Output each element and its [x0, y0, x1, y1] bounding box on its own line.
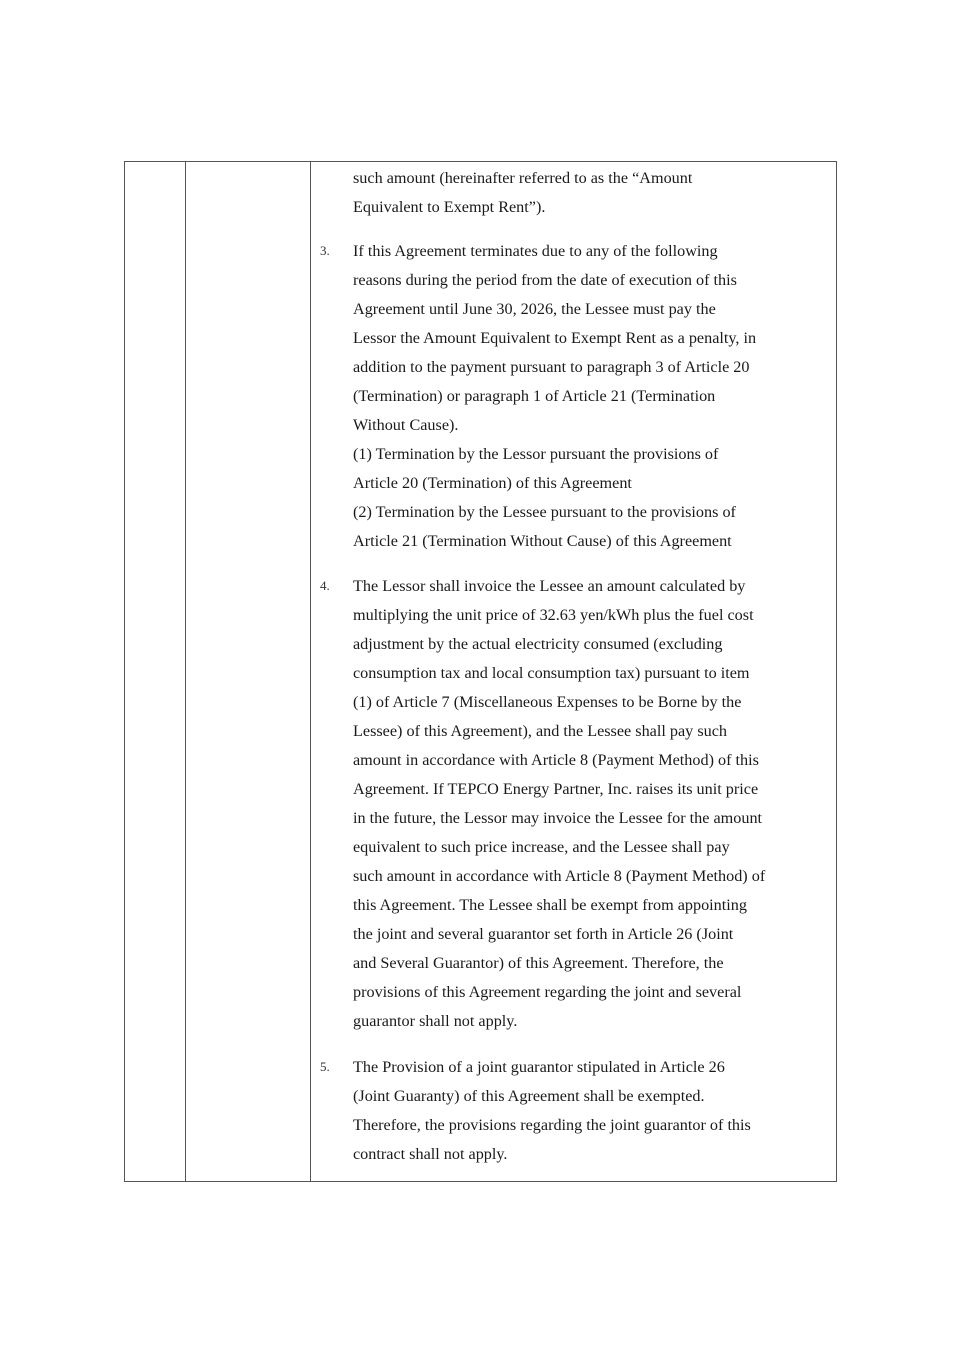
text-line: Lessee) of this Agreement), and the Lessee shall pay such: [353, 722, 727, 740]
text-line: this Agreement. The Lessee shall be exempt from appointing: [353, 896, 747, 914]
text-line: (1) of Article 7 (Miscellaneous Expenses to be Borne by the: [353, 693, 742, 711]
text-line: Equivalent to Exempt Rent”).: [353, 198, 546, 216]
text-line: (1) Termination by the Lessor pursuant the provisions of: [353, 445, 719, 463]
text-line: Agreement. If TEPCO Energy Partner, Inc. raises its unit price: [353, 780, 759, 798]
text-line: contract shall not apply.: [353, 1145, 508, 1163]
text-line: Article 20 (Termination) of this Agreement: [353, 474, 632, 492]
text-line: Article 21 (Termination Without Cause) of this Agreement: [353, 532, 732, 550]
text-line: amount in accordance with Article 8 (Payment Method) of this: [353, 751, 759, 769]
text-line: The Provision of a joint guarantor stipulated in Article 26: [353, 1058, 725, 1076]
text-line: and Several Guarantor) of this Agreement. Therefore, the: [353, 954, 724, 972]
text-line: adjustment by the actual electricity consumed (excluding: [353, 635, 723, 653]
text-line: If this Agreement terminates due to any of the following: [353, 242, 718, 260]
text-line: Lessor the Amount Equivalent to Exempt Rent as a penalty, in: [353, 329, 757, 347]
text-line: reasons during the period from the date of execution of this: [353, 271, 737, 289]
contract-table: [124, 161, 837, 1182]
text-line: equivalent to such price increase, and the Lessee shall pay: [353, 838, 730, 856]
text-line: the joint and several guarantor set forth in Article 26 (Joint: [353, 925, 734, 943]
text-line: provisions of this Agreement regarding the joint and several: [353, 983, 742, 1001]
text-line: guarantor shall not apply.: [353, 1012, 518, 1030]
paragraph-number: 4.: [320, 578, 330, 593]
text-line: in the future, the Lessor may invoice the Lessee for the amount: [353, 809, 763, 827]
text-line: (Joint Guaranty) of this Agreement shall be exempted.: [353, 1087, 705, 1105]
text-line: (2) Termination by the Lessee pursuant to the provisions of: [353, 503, 736, 521]
paragraph-number: 3.: [320, 243, 330, 258]
text-line: Agreement until June 30, 2026, the Lessee must pay the: [353, 300, 716, 318]
text-line: such amount in accordance with Article 8 (Payment Method) of: [353, 867, 766, 885]
text-line: such amount (hereinafter referred to as the “Amount: [353, 169, 693, 187]
contract-text-cell: [311, 162, 836, 1181]
text-line: The Lessor shall invoice the Lessee an amount calculated by: [353, 577, 746, 595]
text-line: (Termination) or paragraph 1 of Article 21 (Termination: [353, 387, 716, 405]
paragraph-number: 5.: [320, 1059, 330, 1074]
text-line: Without Cause).: [353, 416, 459, 434]
text-line: Therefore, the provisions regarding the joint guarantor of this: [353, 1116, 751, 1134]
column-divider-1: [185, 162, 186, 1181]
text-line: addition to the payment pursuant to paragraph 3 of Article 20: [353, 358, 750, 376]
text-line: consumption tax and local consumption tax) pursuant to item: [353, 664, 750, 682]
text-line: multiplying the unit price of 32.63 yen/kWh plus the fuel cost: [353, 606, 754, 624]
